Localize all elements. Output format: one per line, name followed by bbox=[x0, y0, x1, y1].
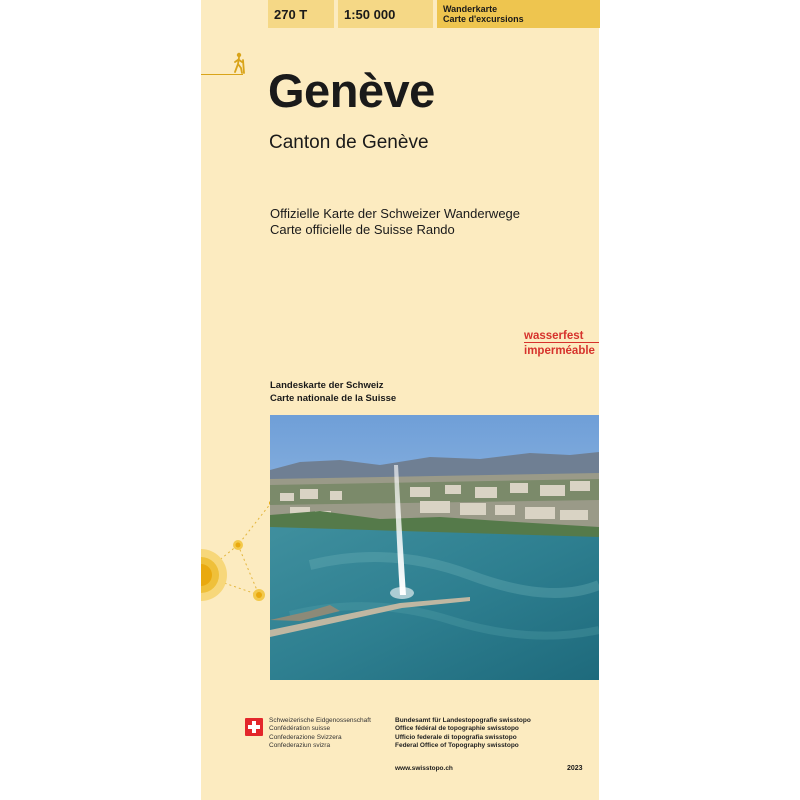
sun-decoration bbox=[201, 495, 281, 615]
map-title: Genève bbox=[268, 64, 435, 117]
website: www.swisstopo.ch bbox=[395, 765, 453, 772]
confederation-it: Confederazione Svizzera bbox=[269, 733, 342, 741]
sheet-number: 270 T bbox=[274, 7, 308, 22]
confederation-fr: Confédération suisse bbox=[269, 725, 331, 733]
map-subtitle: Canton de Genève bbox=[269, 132, 429, 153]
series-fr: Carte nationale de la Suisse bbox=[270, 393, 397, 404]
waterproof-badge bbox=[524, 329, 595, 359]
hiker-icon bbox=[230, 52, 248, 74]
confederation-de: Schweizerische Eidgenossenschaft bbox=[269, 717, 371, 724]
office-en: Federal Office of Topography swisstopo bbox=[395, 742, 519, 750]
confederation-rm: Confederaziun svizra bbox=[269, 742, 331, 750]
scale-cell bbox=[338, 0, 433, 28]
map-type-de: Wanderkarte bbox=[443, 4, 498, 14]
header-band bbox=[268, 0, 600, 28]
waterproof-fr: imperméable bbox=[524, 345, 595, 357]
swiss-cross-icon bbox=[245, 718, 263, 736]
sheet-number-cell bbox=[268, 0, 334, 28]
confederation-block bbox=[269, 717, 371, 751]
hiker-rule bbox=[201, 74, 243, 75]
map-type-fr: Carte d'excursions bbox=[443, 14, 524, 24]
map-scale: 1:50 000 bbox=[344, 7, 396, 22]
office-it: Ufficio federale di topografia swisstopo bbox=[395, 733, 517, 741]
office-de: Bundesamt für Landestopografie swisstopo bbox=[395, 717, 531, 724]
official-fr: Carte officielle de Suisse Rando bbox=[270, 222, 455, 237]
map-type-cell bbox=[437, 0, 600, 28]
office-block bbox=[395, 717, 531, 751]
waterproof-rule bbox=[524, 342, 599, 343]
geneva-photo bbox=[270, 415, 599, 680]
office-fr: Office fédéral de topographie swisstopo bbox=[395, 725, 519, 733]
series-de: Landeskarte der Schweiz bbox=[270, 380, 384, 391]
map-cover bbox=[201, 0, 599, 800]
waterproof-de: wasserfest bbox=[524, 330, 584, 342]
edition-year: 2023 bbox=[567, 765, 583, 772]
official-de: Offizielle Karte der Schweizer Wanderwege bbox=[270, 206, 521, 221]
